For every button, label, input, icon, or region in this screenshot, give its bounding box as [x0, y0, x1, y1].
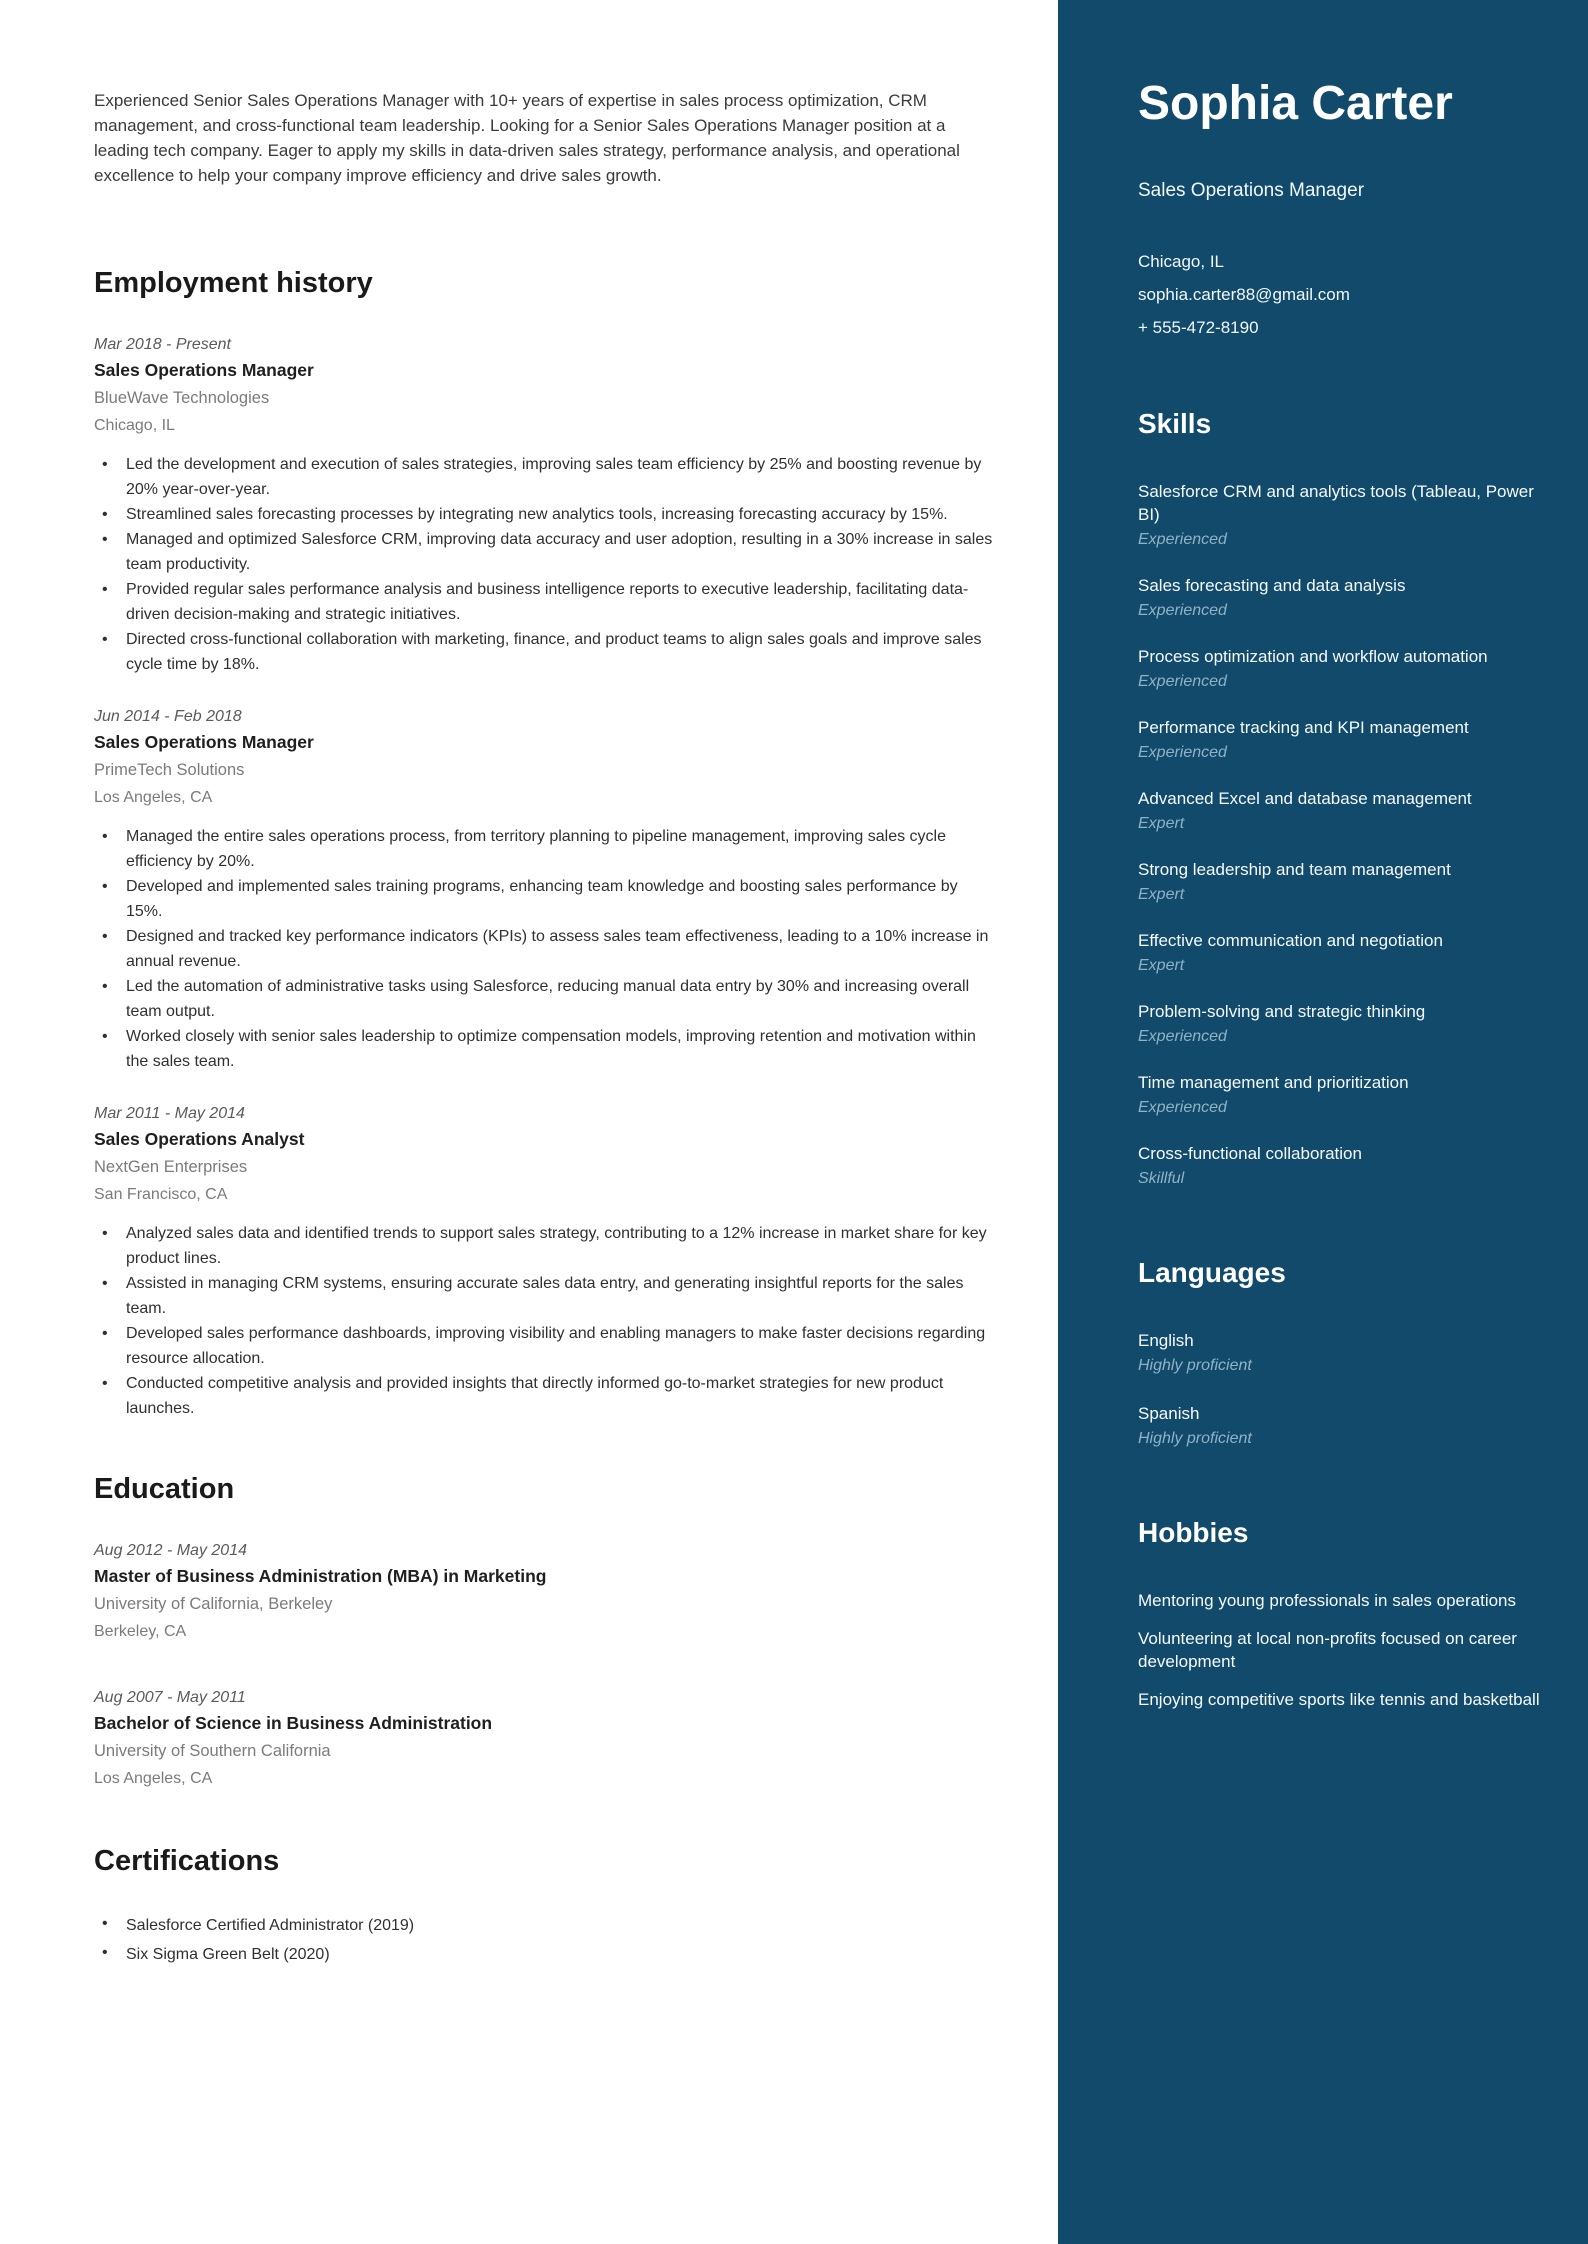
- skill-name: Performance tracking and KPI management: [1138, 718, 1469, 737]
- job-bullet-list: [94, 824, 996, 1074]
- certifications-section: [94, 1843, 996, 1969]
- certification-item: • Six Sigma Green Belt (2020): [98, 1940, 996, 1969]
- skill-item: [1138, 858, 1542, 905]
- skill-name: Advanced Excel and database management: [1138, 789, 1472, 808]
- job-bullet: • Assisted in managing CRM systems, ensuring accurate sales data entry, and generating insightful reports for the sales team.: [98, 1271, 996, 1321]
- job-bullet: • Developed and implemented sales training programs, enhancing team knowledge and boosting sales performance by 15%.: [98, 874, 996, 924]
- job-bullet: • Developed sales performance dashboards, improving visibility and enabling managers to make faster decisions regarding resource allocation.: [98, 1321, 996, 1371]
- education-degree: Master of Business Administration (MBA) in Marketing: [94, 1566, 547, 1586]
- skill-level: Experienced: [1138, 673, 1227, 690]
- skill-level: Experienced: [1138, 1028, 1227, 1045]
- education-school: University of Southern California: [94, 1742, 331, 1760]
- skill-level: Skillful: [1138, 1170, 1185, 1187]
- education-dates: Aug 2012 - May 2014: [94, 1542, 247, 1559]
- hobby-item: Enjoying competitive sports like tennis and basketball: [1138, 1690, 1540, 1709]
- employment-section: [94, 265, 996, 1421]
- skill-level: Experienced: [1138, 602, 1227, 619]
- employment-heading: Employment history: [94, 267, 373, 299]
- job-bullet: • Conducted competitive analysis and provided insights that directly informed go-to-market strategies for new product launches.: [98, 1371, 996, 1421]
- skill-name: Effective communication and negotiation: [1138, 931, 1443, 950]
- languages-heading: Languages: [1138, 1257, 1286, 1288]
- job-entry: [94, 333, 996, 677]
- job-dates: Mar 2011 - May 2014: [94, 1105, 245, 1122]
- hobby-item: Volunteering at local non-profits focused on career development: [1138, 1629, 1517, 1671]
- language-item: [1138, 1402, 1542, 1449]
- language-item: [1138, 1329, 1542, 1376]
- hobby-item: Mentoring young professionals in sales operations: [1138, 1591, 1517, 1610]
- job-bullet-list: [94, 452, 996, 677]
- skill-item: [1138, 1000, 1542, 1047]
- job-bullet-list: [94, 1221, 996, 1421]
- person-job-title: Sales Operations Manager: [1138, 180, 1365, 201]
- job-entry: [94, 705, 996, 1074]
- hobbies-list: [1138, 1589, 1542, 1711]
- education-dates: Aug 2007 - May 2011: [94, 1689, 246, 1706]
- job-bullet: • Directed cross-functional collaboration with marketing, finance, and product teams to align sales goals and improve sales cycle time by 18%.: [98, 627, 996, 677]
- skills-list: [1138, 480, 1542, 1189]
- job-location: San Francisco, CA: [94, 1186, 228, 1203]
- education-school: University of California, Berkeley: [94, 1595, 333, 1613]
- language-name: Spanish: [1138, 1404, 1200, 1423]
- job-title: Sales Operations Manager: [94, 360, 314, 380]
- skill-item: [1138, 645, 1542, 692]
- job-bullet: • Analyzed sales data and identified trends to support sales strategy, contributing to a 12% increase in market share for key product lines.: [98, 1221, 996, 1271]
- sidebar: [1058, 0, 1588, 2244]
- skill-name: Sales forecasting and data analysis: [1138, 576, 1406, 595]
- skills-heading: Skills: [1138, 408, 1212, 439]
- education-degree: Bachelor of Science in Business Administration: [94, 1713, 493, 1733]
- job-bullet: • Designed and tracked key performance indicators (KPIs) to assess sales team effectiveness, leading to a 10% increase in annual revenue.: [98, 924, 996, 974]
- languages-list: [1138, 1329, 1542, 1449]
- job-dates: Mar 2018 - Present: [94, 336, 231, 353]
- education-location: Berkeley, CA: [94, 1623, 187, 1640]
- skill-level: Expert: [1138, 957, 1185, 974]
- skill-item: [1138, 716, 1542, 763]
- job-title: Sales Operations Analyst: [94, 1129, 305, 1149]
- skill-item: [1138, 480, 1542, 550]
- skill-name: Problem-solving and strategic thinking: [1138, 1002, 1426, 1021]
- skill-level: Experienced: [1138, 1099, 1227, 1116]
- job-location: Los Angeles, CA: [94, 789, 213, 806]
- job-company: PrimeTech Solutions: [94, 761, 245, 779]
- person-name: Sophia Carter: [1138, 77, 1453, 130]
- skill-name: Strong leadership and team management: [1138, 860, 1451, 879]
- skill-name: Time management and prioritization: [1138, 1073, 1409, 1092]
- skill-name: Salesforce CRM and analytics tools (Tableau, Power BI): [1138, 482, 1534, 524]
- skill-level: Expert: [1138, 886, 1185, 903]
- job-company: NextGen Enterprises: [94, 1158, 248, 1176]
- skill-name: Process optimization and workflow automation: [1138, 647, 1488, 666]
- contact-block: [1138, 250, 1542, 340]
- education-section: [94, 1471, 996, 1793]
- job-title: Sales Operations Manager: [94, 732, 314, 752]
- education-location: Los Angeles, CA: [94, 1770, 213, 1787]
- language-level: Highly proficient: [1138, 1357, 1252, 1374]
- skill-name: Cross-functional collaboration: [1138, 1144, 1362, 1163]
- hobbies-heading: Hobbies: [1138, 1517, 1249, 1548]
- education-heading: Education: [94, 1473, 235, 1505]
- language-name: English: [1138, 1331, 1194, 1350]
- job-bullet: • Managed and optimized Salesforce CRM, improving data accuracy and user adoption, resulting in a 30% increase in sales team productivity.: [98, 527, 996, 577]
- job-bullet: • Led the development and execution of sales strategies, improving sales team efficiency by 25% and boosting revenue by 20% year-over-year.: [98, 452, 996, 502]
- skill-item: [1138, 929, 1542, 976]
- skill-item: [1138, 787, 1542, 834]
- certifications-heading: Certifications: [94, 1845, 280, 1877]
- skill-item: [1138, 1071, 1542, 1118]
- job-company: BlueWave Technologies: [94, 389, 270, 407]
- skill-level: Expert: [1138, 815, 1185, 832]
- contact-location: Chicago, IL: [1138, 252, 1224, 271]
- job-bullet: • Provided regular sales performance analysis and business intelligence reports to executive leadership, facilitating data-driven decision-making and strategic initiatives.: [98, 577, 996, 627]
- language-level: Highly proficient: [1138, 1430, 1252, 1447]
- job-bullet: • Worked closely with senior sales leadership to optimize compensation models, improving retention and motivation within the sales team.: [98, 1024, 996, 1074]
- contact-email: sophia.carter88@gmail.com: [1138, 285, 1350, 304]
- job-bullet: • Streamlined sales forecasting processes by integrating new analytics tools, increasing forecasting accuracy by 15%.: [98, 502, 996, 527]
- certification-list: [94, 1911, 996, 1969]
- job-location: Chicago, IL: [94, 417, 175, 434]
- job-bullet: • Led the automation of administrative tasks using Salesforce, reducing manual data entry by 30% and increasing overall team output.: [98, 974, 996, 1024]
- education-entry: [94, 1539, 996, 1646]
- skill-level: Experienced: [1138, 531, 1227, 548]
- certification-item: • Salesforce Certified Administrator (2019): [98, 1911, 996, 1940]
- job-dates: Jun 2014 - Feb 2018: [94, 708, 242, 725]
- contact-phone: + 555-472-8190: [1138, 318, 1259, 337]
- skill-item: [1138, 574, 1542, 621]
- education-entry: [94, 1686, 996, 1793]
- job-bullet: • Managed the entire sales operations process, from territory planning to pipeline management, improving sales cycle efficiency by 20%.: [98, 824, 996, 874]
- profile-summary: Experienced Senior Sales Operations Manager with 10+ years of expertise in sales process optimization, CRM management, and cross-functional team leadership. Looking for a Senior Sales Operations Manager position at a leading tech company. Eager to apply my skills in data-driven sales strategy, performance analysis, and operational excellence to help your company improve efficiency and drive sales growth.: [94, 91, 960, 185]
- skill-item: [1138, 1142, 1542, 1189]
- skill-level: Experienced: [1138, 744, 1227, 761]
- job-entry: [94, 1102, 996, 1421]
